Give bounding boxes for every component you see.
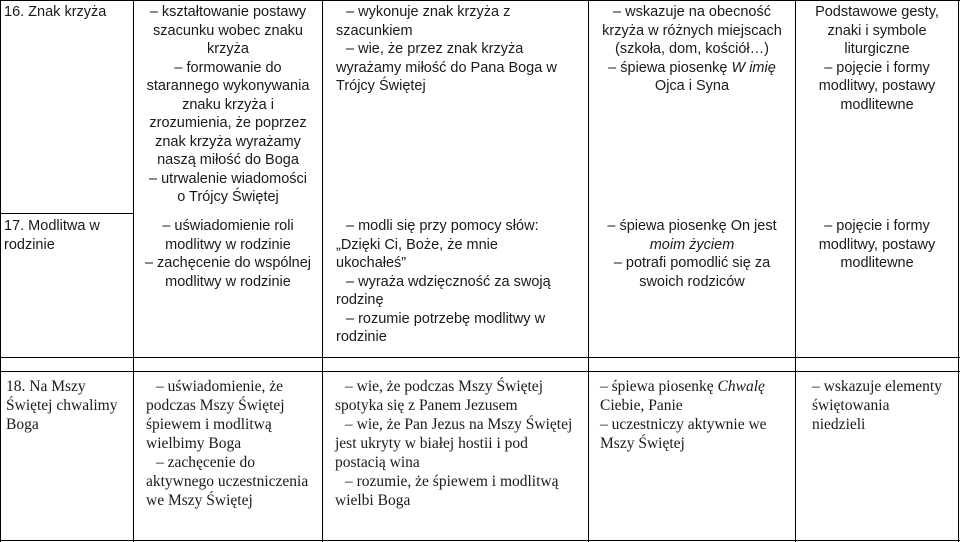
content-line: modlitwy, postawy — [818, 236, 936, 253]
lesson-title-text: Świętej chwalimy — [6, 397, 118, 414]
outcome-line: wielbi Boga — [335, 492, 411, 509]
skill-line — [589, 59, 795, 78]
objective-line: – kształtowanie postawy — [149, 4, 307, 20]
skill-line: – uczestniczy aktywnie we — [600, 416, 767, 433]
objective-line: szacunku wobec znaku — [153, 22, 303, 39]
outcomes-18 — [335, 376, 587, 510]
objective-line: znak krzyża wyrażamy — [155, 133, 301, 150]
objective-line: – formowanie do — [174, 59, 282, 76]
objective-line: – zachęcenie do — [156, 454, 255, 471]
row-divider — [0, 357, 960, 358]
song-title: On jest — [730, 218, 777, 234]
outcome-line: – modli się przy pomocy słów: — [346, 218, 539, 234]
lesson-title-text: 16. Znak krzyża — [4, 4, 107, 20]
objective-line: – uświadomienie, że — [156, 378, 283, 395]
row-divider — [0, 213, 133, 214]
outcomes-16 — [336, 2, 586, 96]
outcome-line: ukochałeś” — [336, 255, 407, 271]
skill-line: – potrafi pomodlić się za — [613, 255, 771, 271]
skill-line: Ciebie, Panie — [600, 397, 683, 414]
row-divider — [0, 371, 960, 372]
outcome-line: wyrażamy miłość do Pana Boga w — [336, 59, 557, 76]
outcome-line: – wie, że Pan Jezus na Mszy Świętej — [345, 416, 573, 433]
objectives-17 — [134, 216, 322, 291]
outcome-line: „Dzięki Ci, Boże, że mnie — [336, 236, 498, 253]
objective-line: we Mszy Świętej — [146, 492, 253, 509]
skill-text: – śpiewa piosenkę — [608, 59, 732, 76]
outcome-line: – wie, że podczas Mszy Świętej — [345, 378, 543, 395]
content-18 — [812, 376, 958, 434]
column-divider — [0, 0, 1, 542]
objective-line: zrozumienia, że poprzez — [149, 115, 307, 131]
outcome-line: szacunkiem — [336, 22, 413, 39]
objective-line: aktywnego uczestniczenia — [146, 473, 309, 490]
content-line: modlitwy, postawy — [818, 78, 936, 94]
content-line: – pojęcie i formy — [824, 218, 930, 234]
lesson-title-18 — [6, 376, 132, 434]
outcomes-17 — [336, 216, 586, 347]
content-line: modlitewne — [840, 96, 914, 113]
outcome-line: jest ukryty w białej hostii i pod — [335, 435, 528, 452]
skill-line — [600, 377, 794, 396]
outcome-line: – wyraża wdzięczność za swoją — [346, 273, 551, 290]
column-divider — [958, 0, 959, 542]
outcome-line: rodzinie — [336, 329, 387, 345]
objectives-16 — [134, 2, 322, 207]
skill-line: (szkoła, dom, kościół…) — [615, 41, 769, 57]
objective-line: starannego wykonywania — [146, 78, 310, 94]
skills-16 — [589, 2, 795, 96]
column-divider — [322, 0, 323, 542]
lesson-title-17 — [4, 216, 132, 254]
skills-17 — [589, 216, 795, 291]
skill-line — [589, 217, 795, 236]
lesson-title-text: 17. Modlitwa w — [4, 218, 100, 234]
objectives-18 — [146, 376, 322, 510]
outcome-line: spotyka się z Panem Jezusem — [335, 397, 518, 414]
outcome-line: – wykonuje znak krzyża z — [346, 4, 511, 20]
content-line: modlitewne — [840, 255, 914, 271]
song-title: W imię — [731, 59, 776, 76]
objective-line: podczas Mszy Świętej — [146, 397, 285, 414]
objective-line: – utrwalenie wiadomości — [149, 170, 307, 187]
skill-line: – wskazuje na obecność — [613, 4, 771, 20]
content-line: – pojęcie i formy — [824, 59, 930, 76]
objective-line: naszą miłość do Boga — [157, 152, 299, 168]
skill-line: Mszy Świętej — [600, 435, 685, 452]
objective-line: – uświadomienie roli — [162, 218, 294, 234]
objective-line: krzyża — [207, 41, 249, 57]
outcome-line: – rozumie potrzebę modlitwy w — [346, 310, 546, 327]
skill-text: – śpiewa piosenkę — [600, 378, 718, 395]
lesson-title-text: 18. Na Mszy — [6, 378, 86, 395]
skill-line: Ojca i Syna — [654, 78, 730, 94]
objective-line: śpiewem i modlitwą — [146, 416, 272, 433]
song-title: moim życiem — [649, 236, 735, 253]
skills-18 — [600, 376, 794, 453]
outcome-line: rodzinę — [336, 292, 384, 308]
skill-text: – śpiewa piosenkę — [607, 218, 731, 234]
objective-line: – zachęcenie do wspólnej — [144, 255, 312, 271]
content-line: niedzieli — [812, 416, 866, 433]
lesson-title-text: rodzinie — [4, 236, 55, 253]
song-title: Chwalę — [717, 378, 765, 395]
content-line: liturgiczne — [844, 41, 910, 57]
lesson-title-text: Boga — [6, 416, 39, 433]
outcome-line: Trójcy Świętej — [336, 78, 426, 94]
content-line: – wskazuje elementy — [812, 378, 942, 395]
lesson-title-16 — [4, 2, 132, 22]
objective-line: znaku krzyża i — [182, 96, 274, 113]
content-line: Podstawowe gesty, — [815, 4, 939, 20]
content-line: znaki i symbole — [827, 22, 927, 39]
outcome-line: – rozumie, że śpiewem i modlitwą — [345, 473, 559, 490]
objective-line: modlitwy w rodzinie — [165, 236, 291, 253]
outcome-line: postacią wina — [335, 454, 420, 471]
table-border-bottom — [0, 540, 960, 541]
skill-line: swoich rodziców — [639, 273, 745, 290]
content-16 — [796, 2, 958, 114]
content-17 — [796, 216, 958, 273]
objective-line: o Trójcy Świętej — [177, 189, 279, 205]
objective-line: wielbimy Boga — [146, 435, 242, 452]
content-line: świętowania — [812, 397, 890, 414]
outcome-line: – wie, że przez znak krzyża — [346, 41, 524, 57]
skill-line: krzyża w różnych miejscach — [602, 22, 782, 39]
objective-line: modlitwy w rodzinie — [165, 273, 291, 290]
skill-line — [589, 236, 795, 255]
